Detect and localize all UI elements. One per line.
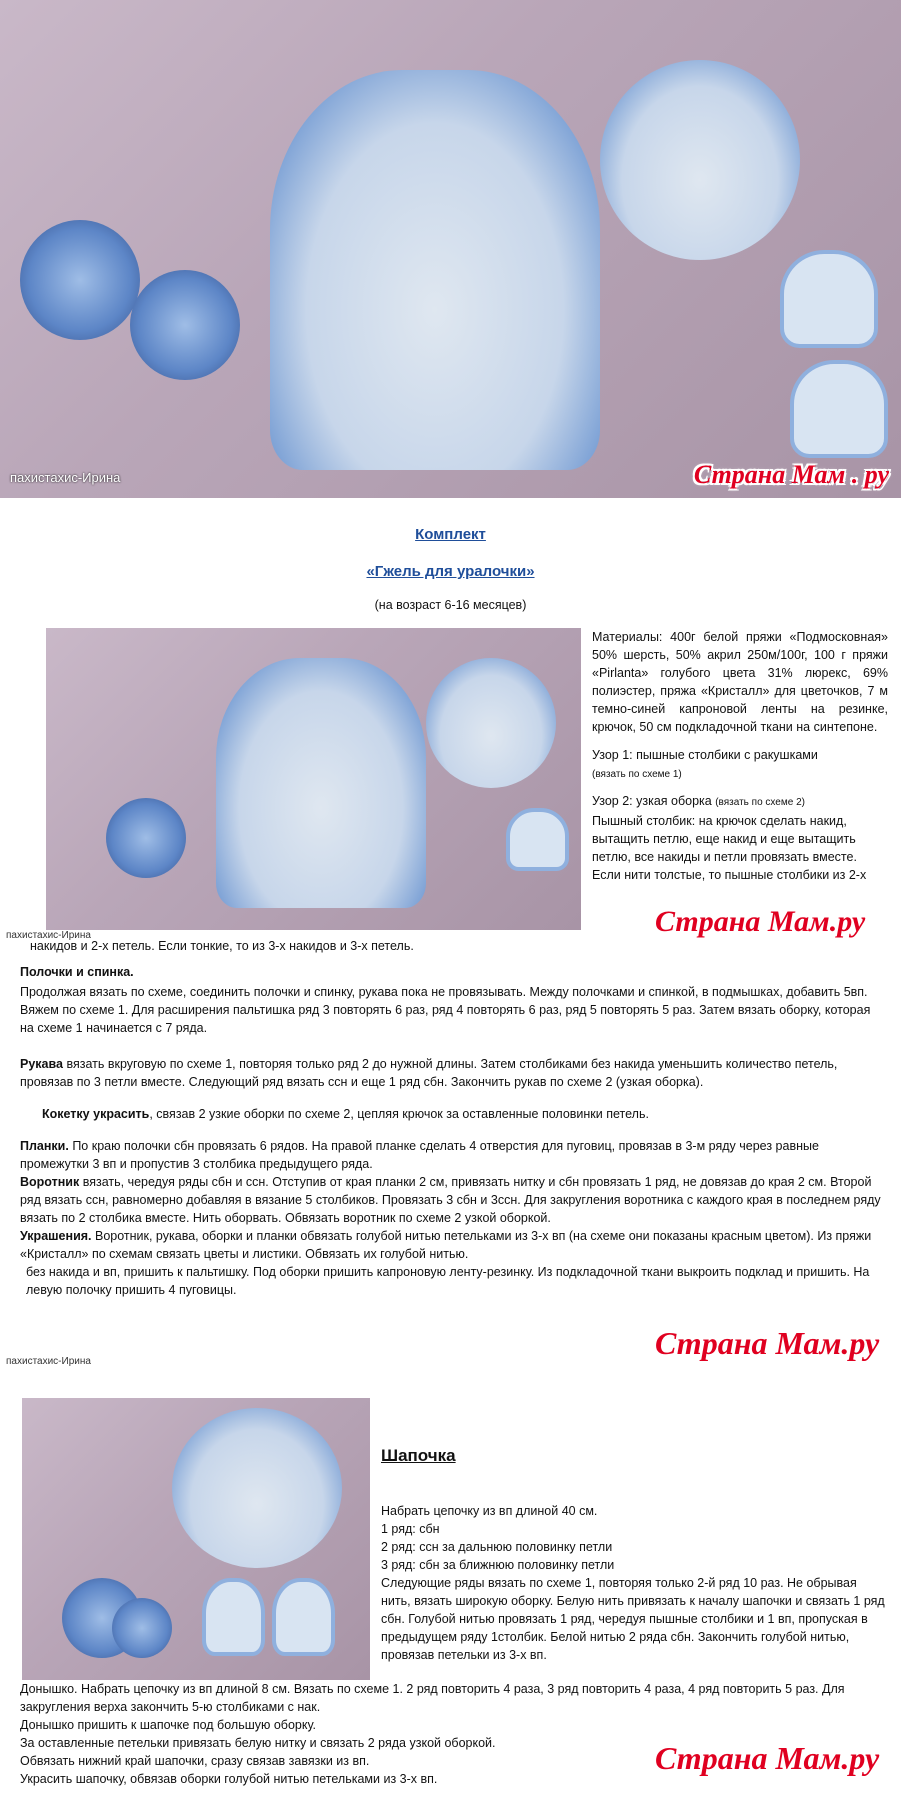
pattern2-note: (вязать по схеме 2) (715, 797, 805, 808)
photo-set-2 (46, 628, 581, 930)
photo-watermark: пахистахис-Ирина (6, 930, 91, 941)
pattern2-label: Узор 2: узкая оборка (592, 794, 712, 808)
mitten-shape (790, 360, 888, 458)
mitten-shape (202, 1578, 265, 1656)
hero-photo (0, 0, 901, 498)
hat-line: 3 ряд: сбн за ближнюю половинку петли (381, 1558, 615, 1572)
hat-shape (600, 60, 800, 260)
fluffy-stitch-cont: накидов и 2-х петель. Если тонкие, то из 3-х накидов и 3-х петель. (30, 939, 414, 953)
photo-watermark: пахистахис-Ирина (10, 470, 121, 485)
hat-title: Шапочка (381, 1446, 456, 1465)
hat-line: Набрать цепочку из вп длиной 40 см. (381, 1504, 598, 1518)
mitten-shape (272, 1578, 335, 1656)
brand-watermark: Страна Мам . ру (693, 460, 889, 489)
hat-shape (172, 1408, 342, 1568)
page-subtitle: «Гжель для уралочки» (366, 563, 535, 580)
section-text: Продолжая вязать по схеме, соединить полочки и спинку, рукава пока не провязывать. Между полочками и спинкой, в подмышках, добавить 5вп. Вяжем по схеме 1. Для расширения пальтишка ряд 3 повторять 6 раз, ряд 4 повторять 6 раз, ряд 5 повторять 5 раз. Затем вязать оборку, которая на схеме 1 начинается с 7 ряда. (20, 985, 871, 1035)
section-text: вязать вкруговую по схеме 1, повторяя только ряд 2 до нужной длины. Затем столбиками без накида уменьшить количество петель, провязав по 3 петли вместе. Следующий ряд вязать ссн и еще 1 ряд сбн. Закончить рукав по схеме 2 (узкая оборка). (20, 1057, 838, 1089)
hat-shape (426, 658, 556, 788)
hat-line: Донышко. Набрать цепочку из вп длиной 8 см. Вязать по схеме 1. 2 ряд повторить 4 раза, 3 ряд повторить 4 раза, 4 ряд повторить 5 раз. Для закругления верха закончить 5-ю столбиками с нак. (20, 1682, 845, 1714)
hat-line: За оставленные петельки привязать белую нитку и связать 2 ряда узкой оборкой. (20, 1736, 496, 1750)
age-note: (на возраст 6-16 месяцев) (374, 598, 527, 612)
section-text: , связав 2 узкие оборки по схеме 2, цепляя крючок за оставленные половинки петель. (149, 1107, 649, 1121)
scarf-flower (106, 798, 186, 878)
section-head: Кокетку украсить (42, 1107, 150, 1121)
mitten-shape (780, 250, 878, 348)
materials-text: Материалы: 400г белой пряжи «Подмосковная» 50% шерсть, 50% акрил 250м/100г, 100 г пряжи «Pirlanta» голубого цвета 31% люрекс, 69% полиэстер, пряжа «Кристалл» для цветочков, 7 м темно-синей капроновой ленты на резинке, крючок, 50 см подкладочной ткани на синтепоне. (592, 630, 888, 734)
fluffy-stitch-text: Пышный столбик: на крючок сделать накид, вытащить петлю, еще накид и еще вытащить петлю, все накиды и петли провязать вместе. Если нити толстые, то пышные столбики из 2-х (592, 814, 867, 882)
coat-shape (270, 70, 600, 470)
section-text: без накида и вп, пришить к пальтишку. Под оборки пришить капроновую ленту-резинку. Из подкладочной ткани выкроить подклад и пришить. На левую полочку пришить 4 пуговицы. (26, 1265, 870, 1297)
pattern1-note: (вязать по схеме 1) (592, 769, 682, 780)
section-text: вязать, чередуя ряды сбн и ссн. Отступив от края планки 2 см, привязать нитку и сбн провязать 1 ряд, не довязав до края 2 см. Второй ряд вязать ссн, равномерно добавляя в вязание 5 столбиков. Провязать 3 сбн и 3ссн. Для закругления воротника с каждого края в последнем ряду вязать по 2 столбика вместе. Нить оборвать. Обвязать воротник по схеме 2 узкой оборкой. (20, 1175, 881, 1225)
hat-photo (22, 1398, 370, 1680)
brand-watermark: Страна Мам.ру (655, 1740, 880, 1776)
photo-watermark: пахистахис-Ирина (6, 1356, 91, 1367)
coat-shape (216, 658, 426, 908)
hat-line: Следующие ряды вязать по схеме 1, повторяя только 2-й ряд 10 раз. Не обрывая нить, вязать широкую оборку. Белую нить привязать к началу шапочки и связать 1 ряд сбн. Голубой нитью провязать 1 ряд, чередуя пышные столбики и 1 вп, пропуская в предыдущем ряду 1столбик. Белой нитью 2 ряда сбн. Закончить голубой нитью, провязав петельки из 3-х вп. (381, 1576, 885, 1662)
hat-line: Обвязать нижний край шапочки, сразу связав завязки из вп. (20, 1754, 370, 1768)
hat-line: Украсить шапочку, обвязав оборки голубой нитью петельками из 3-х вп. (20, 1772, 438, 1786)
pattern1-label: Узор 1: пышные столбики с ракушками (592, 748, 818, 762)
brand-watermark: Страна Мам.ру (655, 1325, 880, 1361)
section-text: Воротник, рукава, оборки и планки обвязать голубой нитью петельками из 3-х вп (на схеме они показаны красным цветом). Из пряжи «Кристалл» по схемам связать цветы и листики. Обвязать их голубой нитью. (20, 1229, 872, 1261)
hat-line: Донышко пришить к шапочке под большую оборку. (20, 1718, 316, 1732)
materials-block (592, 628, 888, 884)
hat-line: 2 ряд: ссн за дальнюю половинку петли (381, 1540, 613, 1554)
page-title: Комплект (415, 526, 486, 543)
section-head: Полочки и спинка. (20, 965, 134, 979)
hat-line: 1 ряд: сбн (381, 1522, 440, 1536)
mitten-shape (506, 808, 569, 871)
section-head: Украшения. (20, 1229, 92, 1243)
instructions-block (20, 963, 886, 1299)
section-text: По краю полочки сбн провязать 6 рядов. На правой планке сделать 4 отверстия для пуговиц, провязав в 3-м ряду через равные промежутки 3 вп и пропустив 3 столбика предыдущего ряда. (20, 1139, 819, 1171)
section-head: Рукава (20, 1057, 63, 1071)
scarf-flower (130, 270, 240, 380)
scarf-flower (20, 220, 140, 340)
hat-instructions (381, 1502, 887, 1664)
scarf-flower (112, 1598, 172, 1658)
section-head: Планки. (20, 1139, 69, 1153)
brand-watermark: Страна Мам.ру (655, 905, 866, 938)
section-head: Воротник (20, 1175, 80, 1189)
